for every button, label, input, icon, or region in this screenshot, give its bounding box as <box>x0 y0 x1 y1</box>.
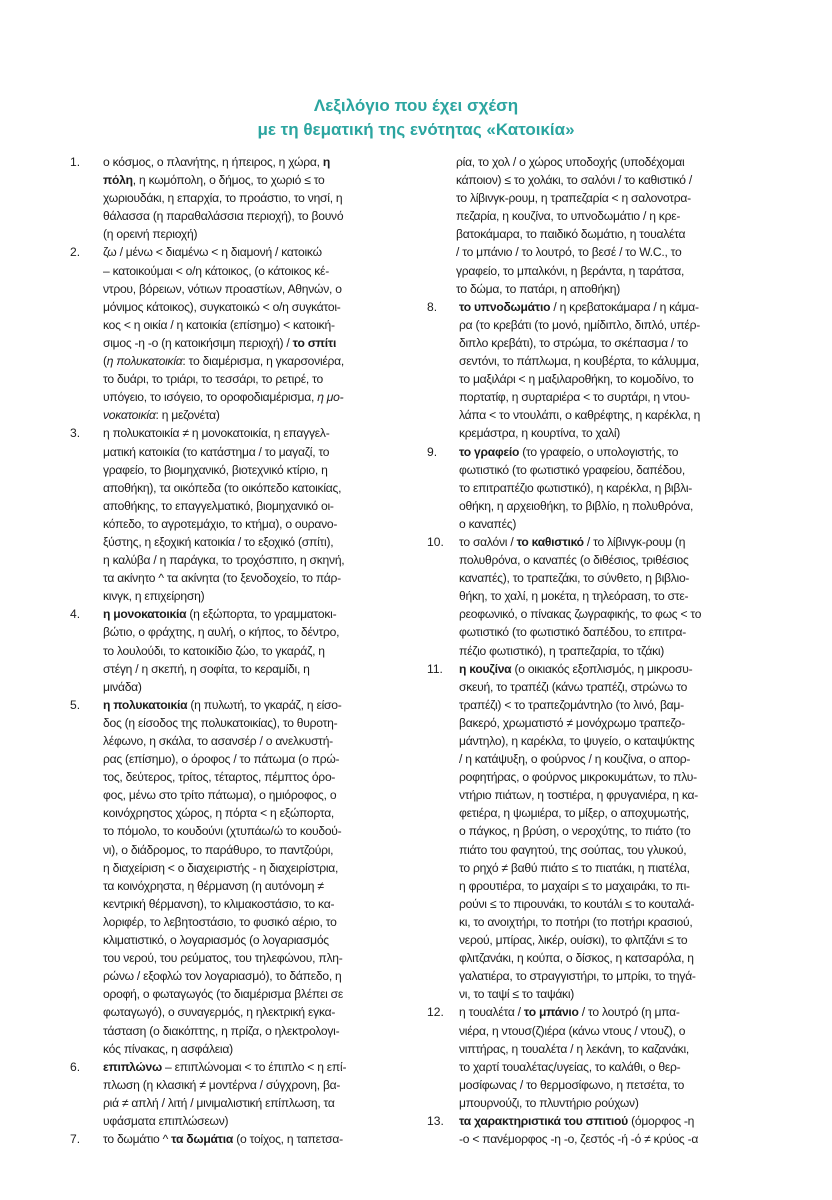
text-line <box>456 262 765 280</box>
text-line <box>103 461 407 479</box>
text-line <box>103 1058 407 1076</box>
text-segment: κός πίνακας, η ασφάλεια) <box>103 1041 233 1056</box>
text-segment: – επιπλώνομαι < το έπιπλο < η επί- <box>161 1059 347 1074</box>
text-line <box>459 388 765 406</box>
text-segment: του νερού, του ρεύματος, του τηλεφώνου, πλη- <box>103 951 343 966</box>
text-segment: ο κόσμος, ο πλανήτης, η ήπειρος, η χώρα, <box>103 155 323 169</box>
vocab-entry <box>427 660 765 1004</box>
text-line <box>103 551 407 569</box>
text-segment: η διαχείριση < ο διαχειριστής - η διαχειρίστρια, <box>103 860 339 875</box>
text-line <box>103 479 407 497</box>
text-segment: (η ορεινή περιοχή) <box>103 227 198 242</box>
bold-term: τα δωμάτια <box>171 1132 234 1147</box>
text-segment: γραφείο, το μπαλκόνι, η βεράντα, η ταράτσα, <box>456 263 685 278</box>
text-segment: τραπέζι) < το τραπεζομάντηλο (το λινό, βαμ- <box>459 697 684 712</box>
text-line <box>459 895 765 913</box>
text-segment: τα ακίνητο ^ τα ακίνητα (το ξενοδοχείο, το πάρ- <box>103 571 341 586</box>
text-segment: (όμορφος -η <box>627 1113 695 1128</box>
entry-text <box>459 298 765 443</box>
text-segment: καναπές), το τραπεζάκι, το σύνθετο, η βιβλιο- <box>459 571 690 586</box>
vocab-entry-continued <box>427 153 765 298</box>
text-segment: το λίβινγκ-ρουμ, η τραπεζαρία < η σαλονοτρα- <box>456 191 691 206</box>
text-segment: κοινόχρηστος χώρος, η πόρτα < η εξώπορτα, <box>103 806 335 821</box>
text-line <box>103 913 407 931</box>
text-line <box>103 1094 407 1112</box>
text-segment: το πόμολο, το κουδούνι (χτυπάω/ώ το κουδού- <box>103 824 342 839</box>
text-segment: φωτιστικό (το φωτιστικό γραφείου, δαπέδου, <box>459 462 685 477</box>
text-segment: κλιματιστικό, ο λογαριασμός (ο λογαριασμός <box>103 933 329 948</box>
text-line <box>103 605 407 623</box>
text-segment: ρώνω / εξοφλώ τον λογαριασμό), το δάπεδο, η <box>103 969 342 984</box>
text-segment: ρούνι ≤ το πιρουνάκι, το κουτάλι ≤ το κουταλά- <box>459 896 695 911</box>
text-line <box>456 243 765 261</box>
text-line <box>459 877 765 895</box>
text-segment: φωτιστικό (το φωτιστικό δαπέδου, το επιτρα- <box>459 625 686 640</box>
text-line <box>103 714 407 732</box>
entry-number: 8. <box>427 299 438 314</box>
text-segment: μόνιμος κάτοικος), συγκατοικώ < ο/η συγκάτοι- <box>103 299 341 314</box>
text-line <box>103 877 407 895</box>
right-column <box>427 153 765 1148</box>
entry-number: 10. <box>427 534 444 549</box>
text-line <box>103 443 407 461</box>
text-segment: ροφητήρας, ο φούρνος μικροκυμάτων, το πλυ- <box>459 770 697 785</box>
text-segment: μπουρνούζι, το πλυντήριο ρούχων) <box>459 1095 639 1110</box>
entry-text <box>459 533 765 660</box>
text-line <box>459 750 765 768</box>
text-segment: στέγη / η σκεπή, η σοφίτα, το κεραμίδι, η <box>103 661 310 676</box>
text-segment: το επιτραπέζιο φωτιστικό), η καρέκλα, η βιβλι- <box>459 480 693 495</box>
vocab-entry <box>427 1112 765 1148</box>
text-line <box>103 786 407 804</box>
text-segment: διπλο κρεβάτι), το στρώμα, το σκέπασμα / το <box>459 335 688 350</box>
bold-term: πόλη <box>103 173 133 188</box>
title-line-2: με τη θεματική της ενότητας «Κατοικία» <box>257 120 575 139</box>
text-line <box>103 642 407 660</box>
text-line <box>103 298 407 316</box>
text-line <box>103 207 407 225</box>
text-segment: η καλύβα / η παράγκα, το τροχόσπιτο, η σκηνή, <box>103 553 345 568</box>
text-line <box>103 243 407 261</box>
text-segment: δος (η είσοδος της πολυκατοικίας), το θυροτη- <box>103 715 338 730</box>
text-segment: – κατοικούμαι < ο/η κάτοικος, (ο κάτοικος κέ- <box>103 263 329 278</box>
text-line <box>459 1076 765 1094</box>
entry-number: 11. <box>427 661 443 676</box>
vocab-entry <box>427 1003 765 1112</box>
text-line <box>103 1130 407 1148</box>
text-line <box>103 732 407 750</box>
text-line <box>459 768 765 786</box>
text-line <box>459 1130 765 1148</box>
text-line <box>459 1022 765 1040</box>
bold-term: το γραφείο <box>459 444 520 459</box>
text-line <box>459 732 765 750</box>
text-segment: κινγκ, η επιχείρηση) <box>103 589 205 604</box>
text-line <box>459 696 765 714</box>
text-segment: νερού, μπίρας, λικέρ, ουίσκι), το φλιτζάνι ≤ το <box>459 933 688 948</box>
text-segment: βατοκάμαρα, το παιδικό δωμάτιο, η τουαλέτα <box>456 227 686 242</box>
text-segment: οθήκη, η αρχειοθήκη, το βιβλίο, η πολυθρόνα, <box>459 498 694 513</box>
text-line <box>459 678 765 696</box>
text-segment: το δωμάτιο ^ <box>103 1132 172 1147</box>
text-line <box>103 280 407 298</box>
entry-number: 5. <box>70 697 81 712</box>
text-line <box>459 316 765 334</box>
text-line <box>459 569 765 587</box>
text-segment: βώτιο, ο φράχτης, η αυλή, ο κήπος, το δέντρο, <box>103 625 340 640</box>
text-line <box>459 497 765 515</box>
text-line <box>103 1022 407 1040</box>
text-segment: ριά ≠ απλή / λιτή / μινιμαλιστική επίπλωση, τα <box>103 1095 335 1110</box>
text-line <box>103 587 407 605</box>
text-line <box>103 931 407 949</box>
text-line <box>103 1040 407 1058</box>
text-line <box>103 153 407 171</box>
left-column <box>70 153 407 1148</box>
text-line <box>459 949 765 967</box>
text-segment: γραφείο, το βιομηχανικό, βιοτεχνικό κτίριο, η <box>103 462 328 477</box>
text-line <box>459 642 765 660</box>
text-segment: υπόγειο, το ισόγειο, το οροφοδιαμέρισμα, <box>103 390 318 405</box>
entry-text <box>103 696 407 1058</box>
text-segment: το δυάρι, το τριάρι, το τεσσάρι, το ρετιρέ, το <box>103 372 323 387</box>
text-segment: (ο οικιακός εξοπλισμός, η μικροσυ- <box>511 661 693 676</box>
text-segment: οροφή, ο φωταγωγός (το διαμέρισμα βλέπει σε <box>103 987 343 1002</box>
text-line <box>459 859 765 877</box>
text-line <box>459 931 765 949</box>
text-line <box>459 660 765 678</box>
entry-number: 2. <box>70 245 81 260</box>
text-segment: μοσίφωνας / το θερμοσίφωνο, η πετσέτα, το <box>459 1077 685 1092</box>
text-line <box>103 225 407 243</box>
text-line <box>103 515 407 533</box>
vocab-entry <box>70 243 407 424</box>
entry-text <box>103 605 407 695</box>
text-line <box>103 352 407 370</box>
text-line <box>103 334 407 352</box>
text-line <box>103 1076 407 1094</box>
entry-number: 7. <box>70 1132 81 1147</box>
entry-number: 6. <box>70 1059 81 1074</box>
text-segment: , η κωμόπολη, ο δήμος, το χωριό ≤ το <box>132 173 325 188</box>
text-segment: ρας (επίσημο), ο όροφος / το πάτωμα (ο πρώ- <box>103 752 340 767</box>
text-line <box>459 1003 765 1021</box>
text-segment: κος < η οικία / η κατοικία (επίσημο) < κατοική- <box>103 317 335 332</box>
text-segment: / η κατάψυξη, ο φούρνος / η κουζίνα, ο απορ- <box>459 752 691 767</box>
text-segment: ρεοφωνικό, ο πίνακας ζωγραφικής, το φως < το <box>459 607 702 622</box>
text-segment: το λουλούδι, το κατοικίδιο ζώο, το γκαράζ, η <box>103 643 325 658</box>
entry-number: 4. <box>70 607 81 622</box>
entry-text <box>103 243 407 424</box>
text-line <box>459 623 765 641</box>
text-line <box>459 1040 765 1058</box>
text-line <box>459 352 765 370</box>
text-segment: / το λίβινγκ-ρουμ (η <box>583 534 686 549</box>
text-line <box>103 678 407 696</box>
italic-term: νοκατοικία <box>103 408 156 423</box>
text-segment: φος, μένω στο τρίτο πάτωμα), ο ημιόροφος, ο <box>103 788 337 803</box>
text-line <box>103 750 407 768</box>
entry-text <box>103 424 407 605</box>
text-segment: ο πάγκος, η βρύση, ο νεροχύτης, το πιάτο (το <box>459 824 691 839</box>
text-segment: φωταγωγό), ο συναγερμός, η ηλεκτρική εγκα- <box>103 1005 336 1020</box>
text-line <box>103 949 407 967</box>
text-segment: ξύστης, η εξοχική κατοικία / το εξοχικό (σπίτι), <box>103 534 334 549</box>
text-line <box>459 985 765 1003</box>
bold-term: η μονοκατοικία <box>103 607 187 622</box>
entry-text <box>459 443 765 533</box>
text-line <box>103 841 407 859</box>
text-segment: θάλασσα (η παραθαλάσσια περιοχή), το βουνό <box>103 209 344 224</box>
entry-text <box>103 1130 407 1148</box>
text-line <box>103 388 407 406</box>
text-segment: χωριουδάκι, η επαρχία, το προάστιο, το νησί, η <box>103 191 343 206</box>
text-segment: το χαρτί τουαλέτας/υγείας, το καλάθι, ο θερ- <box>459 1059 681 1074</box>
text-line <box>459 967 765 985</box>
text-segment: μάντηλο), η καρέκλα, το ψυγείο, ο καταψύκτης <box>459 734 695 748</box>
text-segment: τος, δεύτερος, τρίτος, τέταρτος, πέμπτος όρο- <box>103 770 336 785</box>
text-line <box>103 316 407 334</box>
text-segment: / το μπάνιο / το λουτρό, το βεσέ / το W.C., το <box>456 245 682 260</box>
text-line <box>459 443 765 461</box>
text-line <box>103 822 407 840</box>
italic-term: η πολυκατοικία <box>106 354 183 369</box>
text-line <box>103 696 407 714</box>
text-line <box>456 280 765 298</box>
text-line <box>459 913 765 931</box>
text-segment: τάσταση (ο διακόπτης, η πρίζα, ο ηλεκτρολογι- <box>103 1023 340 1038</box>
vocab-entry <box>427 533 765 660</box>
text-segment: νιέρα, η ντουσ(ζ)ιέρα (κάνω ντους / ντουζ), ο <box>459 1023 686 1038</box>
entry-text <box>459 660 765 1004</box>
entry-number: 1. <box>70 155 81 169</box>
vocab-entry <box>70 696 407 1058</box>
bold-term: το μπάνιο <box>523 1005 579 1020</box>
text-line <box>103 859 407 877</box>
text-segment: γαλατιέρα, το στραγγιστήρι, το μπρίκι, το τηγά- <box>459 969 696 984</box>
text-segment: βακερό, χρωματιστό ≠ μονόχρωμο τραπεζο- <box>459 715 685 730</box>
text-line <box>459 479 765 497</box>
text-segment: ρα (το κρεβάτι (το μονό, ημίδιπλο, διπλό, υπέρ- <box>459 317 700 332</box>
bold-term: η πολυκατοικία <box>103 697 188 712</box>
text-segment: ρία, το χολ / ο χώρος υποδοχής (υποδέχομαι <box>456 155 685 169</box>
text-segment: πορτατίφ, η συρταριέρα < το συρτάρι, η ντου- <box>459 390 690 405</box>
text-segment: φετιέρα, η ψωμιέρα, το μίξερ, ο αποχυμωτής, <box>459 806 690 821</box>
entry-number: 12. <box>427 1005 444 1020</box>
text-line <box>103 623 407 641</box>
text-segment: ματική κατοικία (το κατάστημα / το μαγαζί, το <box>103 444 330 459</box>
text-line <box>459 804 765 822</box>
text-segment: ο καναπές) <box>459 516 517 531</box>
bold-term: η κουζίνα <box>459 661 512 676</box>
text-segment: τα κοινόχρηστα, η θέρμανση (η αυτόνομη ≠ <box>103 878 324 893</box>
text-line <box>459 714 765 732</box>
text-segment: -ο < πανέμορφος -η -ο, ζεστός -ή -ό ≠ κρύος -α <box>459 1132 699 1147</box>
text-line <box>459 533 765 551</box>
text-line <box>103 967 407 985</box>
text-segment: ( <box>103 354 107 369</box>
text-segment: σεντόνι, το πάπλωμα, η κουβέρτα, το κάλυμμα, <box>459 354 699 369</box>
text-segment: το ρηχό ≠ βαθύ πιάτο ≤ το πιατάκι, η πιατέλα, <box>459 860 690 875</box>
text-line <box>103 424 407 442</box>
text-line <box>459 1058 765 1076</box>
text-line <box>103 533 407 551</box>
text-line <box>103 1112 407 1130</box>
vocab-entry <box>70 424 407 605</box>
text-segment: πέζιο φωτιστικό), η τραπεζαρία, το τζάκι) <box>459 643 665 658</box>
text-segment: ντρου, βόρειων, νότιων προαστίων, Αθηνών, ο <box>103 281 342 296</box>
text-segment: το σαλόνι / <box>459 534 517 549</box>
text-segment: κι, το ανοιχτήρι, το ποτήρι (το ποτήρι κρασιού, <box>459 914 693 929</box>
text-segment: (το γραφείο, ο υπολογιστής, το <box>519 444 679 459</box>
text-segment: : η μεζονέτα) <box>155 408 220 423</box>
bold-term: τα χαρακτηριστικά του σπιτιού <box>459 1113 628 1128</box>
text-segment: λέφωνο, η σκάλα, το ασανσέρ / ο ανελκυστή- <box>103 734 333 748</box>
text-segment: μινάδα) <box>103 679 142 694</box>
entry-text <box>459 1112 765 1148</box>
vocab-entry <box>427 298 765 443</box>
text-segment: κάποιον) ≤ το χολάκι, το σαλόνι / το καθιστικό / <box>456 173 692 188</box>
text-line <box>459 551 765 569</box>
text-line <box>459 822 765 840</box>
text-line <box>103 985 407 1003</box>
vocab-entry <box>427 443 765 533</box>
text-line <box>103 189 407 207</box>
text-segment: σιμος -η -ο (η κατοικήσιμη περιοχή) / <box>103 335 293 350</box>
bold-term: το υπνοδωμάτιο <box>459 299 551 314</box>
page-title <box>0 94 832 142</box>
text-segment: αποθήκη), τα οικόπεδα (το οικόπεδο κατοικίας, <box>103 480 342 495</box>
text-line <box>456 189 765 207</box>
text-line <box>459 298 765 316</box>
text-line <box>103 262 407 280</box>
text-segment: νι, το ταψί ≤ το ταψάκι) <box>459 987 575 1002</box>
text-segment: (η εξώπορτα, το γραμματοκι- <box>186 607 337 622</box>
text-line <box>103 406 407 424</box>
text-line <box>103 804 407 822</box>
text-segment: πιάτο του φαγητού, της σούπας, του γλυκού, <box>459 842 687 857</box>
text-segment: πεζαρία, η κουζίνα, το υπνοδωμάτιο / η κρε- <box>456 209 681 224</box>
vocab-entry <box>70 153 407 243</box>
text-line <box>456 207 765 225</box>
text-line <box>456 225 765 243</box>
text-line <box>456 171 765 189</box>
entry-text <box>103 1058 407 1130</box>
text-segment: υφάσματα επιπλώσεων) <box>103 1113 229 1128</box>
entry-number: 9. <box>427 444 438 459</box>
text-line <box>459 1094 765 1112</box>
text-segment: σκευή, το τραπέζι (κάνω τραπέζι, στρώνω το <box>459 679 688 694</box>
text-line <box>459 334 765 352</box>
text-line <box>103 1003 407 1021</box>
text-line <box>103 569 407 587</box>
text-segment: το μαξιλάρι < η μαξιλαροθήκη, το κομοδίνο, το <box>459 372 694 387</box>
text-segment: αποθήκης, το επαγγελματικό, βιομηχανικό οι- <box>103 498 334 513</box>
text-line <box>459 406 765 424</box>
vocab-entry <box>70 1058 407 1130</box>
text-line <box>103 660 407 678</box>
entry-text <box>103 153 407 243</box>
title-line-1: Λεξιλόγιο που έχει σχέση <box>313 96 519 115</box>
text-line <box>103 895 407 913</box>
text-segment: (η πυλωτή, το γκαράζ, η είσο- <box>187 697 342 712</box>
italic-term: η μο- <box>317 390 344 405</box>
text-line <box>459 461 765 479</box>
text-segment: η πολυκατοικία ≠ η μονοκατοικία, η επαγγελ- <box>103 426 330 441</box>
text-segment: νι), ο διάδρομος, το παράθυρο, το παντζούρι, <box>103 842 334 857</box>
text-line <box>103 370 407 388</box>
text-line <box>459 605 765 623</box>
text-segment: πολυθρόνα, ο καναπές (ο διθέσιος, τριθέσιος <box>459 553 689 568</box>
text-segment: λοριφέρ, το λεβητοστάσιο, το φυσικό αέριο, το <box>103 914 337 929</box>
text-line <box>459 587 765 605</box>
text-segment: / το λουτρό (η μπα- <box>578 1005 680 1020</box>
text-segment: λάπα < το ντουλάπι, ο καθρέφτης, η καρέκλα, η <box>459 408 701 423</box>
text-line <box>456 153 765 171</box>
text-segment: κεντρική θέρμανση), το κλιμακοστάσιο, το κα- <box>103 896 335 911</box>
text-segment: θήκη, το χαλί, η μοκέτα, η τηλεόραση, το στε- <box>459 589 689 604</box>
text-line <box>103 768 407 786</box>
text-segment: (ο τοίχος, η ταπετσα- <box>233 1132 343 1147</box>
text-segment: η τουαλέτα / <box>459 1005 524 1020</box>
vocab-entry <box>70 1130 407 1148</box>
text-line <box>459 1112 765 1130</box>
text-segment: ζω / μένω < διαμένω < η διαμονή / κατοικώ <box>103 245 322 260</box>
vocab-entry <box>70 605 407 695</box>
bold-term: το καθιστικό <box>516 534 584 549</box>
text-segment: πλωση (η κλασική ≠ μοντέρνα / σύγχρονη, βα- <box>103 1077 341 1092</box>
text-line <box>459 424 765 442</box>
text-line <box>103 497 407 515</box>
text-segment: : το διαμέρισμα, η γκαρσονιέρα, <box>182 354 345 369</box>
bold-term: επιπλώνω <box>103 1059 162 1074</box>
bold-term: η <box>322 155 330 169</box>
text-line <box>103 171 407 189</box>
text-line <box>459 841 765 859</box>
text-segment: η φρουτιέρα, το μαχαίρι ≤ το μαχαιράκι, το πι- <box>459 878 690 893</box>
text-segment: φλιτζανάκι, η κούπα, ο δίσκος, η κατσαρόλα, η <box>459 951 694 966</box>
entry-text <box>459 1003 765 1112</box>
text-segment: νιπτήρας, η τουαλέτα / η λεκάνη, το καζανάκι, <box>459 1041 690 1056</box>
text-line <box>459 786 765 804</box>
entry-number: 13. <box>427 1113 444 1128</box>
text-line <box>459 370 765 388</box>
bold-term: το σπίτι <box>292 335 337 350</box>
text-segment: ντήριο πιάτων, η τοστιέρα, η φρυγανιέρα, η κα- <box>459 788 699 803</box>
text-line <box>459 515 765 533</box>
text-segment: το δώμα, το πατάρι, η αποθήκη) <box>456 281 621 296</box>
text-segment: κρεμάστρα, η κουρτίνα, το χαλί) <box>459 426 621 441</box>
entry-text <box>456 153 765 298</box>
text-segment: κόπεδο, το αγροτεμάχιο, το κτήμα), ο ουρανο- <box>103 516 338 531</box>
text-segment: / η κρεβατοκάμαρα / η κάμα- <box>550 299 699 314</box>
entry-number: 3. <box>70 426 81 441</box>
